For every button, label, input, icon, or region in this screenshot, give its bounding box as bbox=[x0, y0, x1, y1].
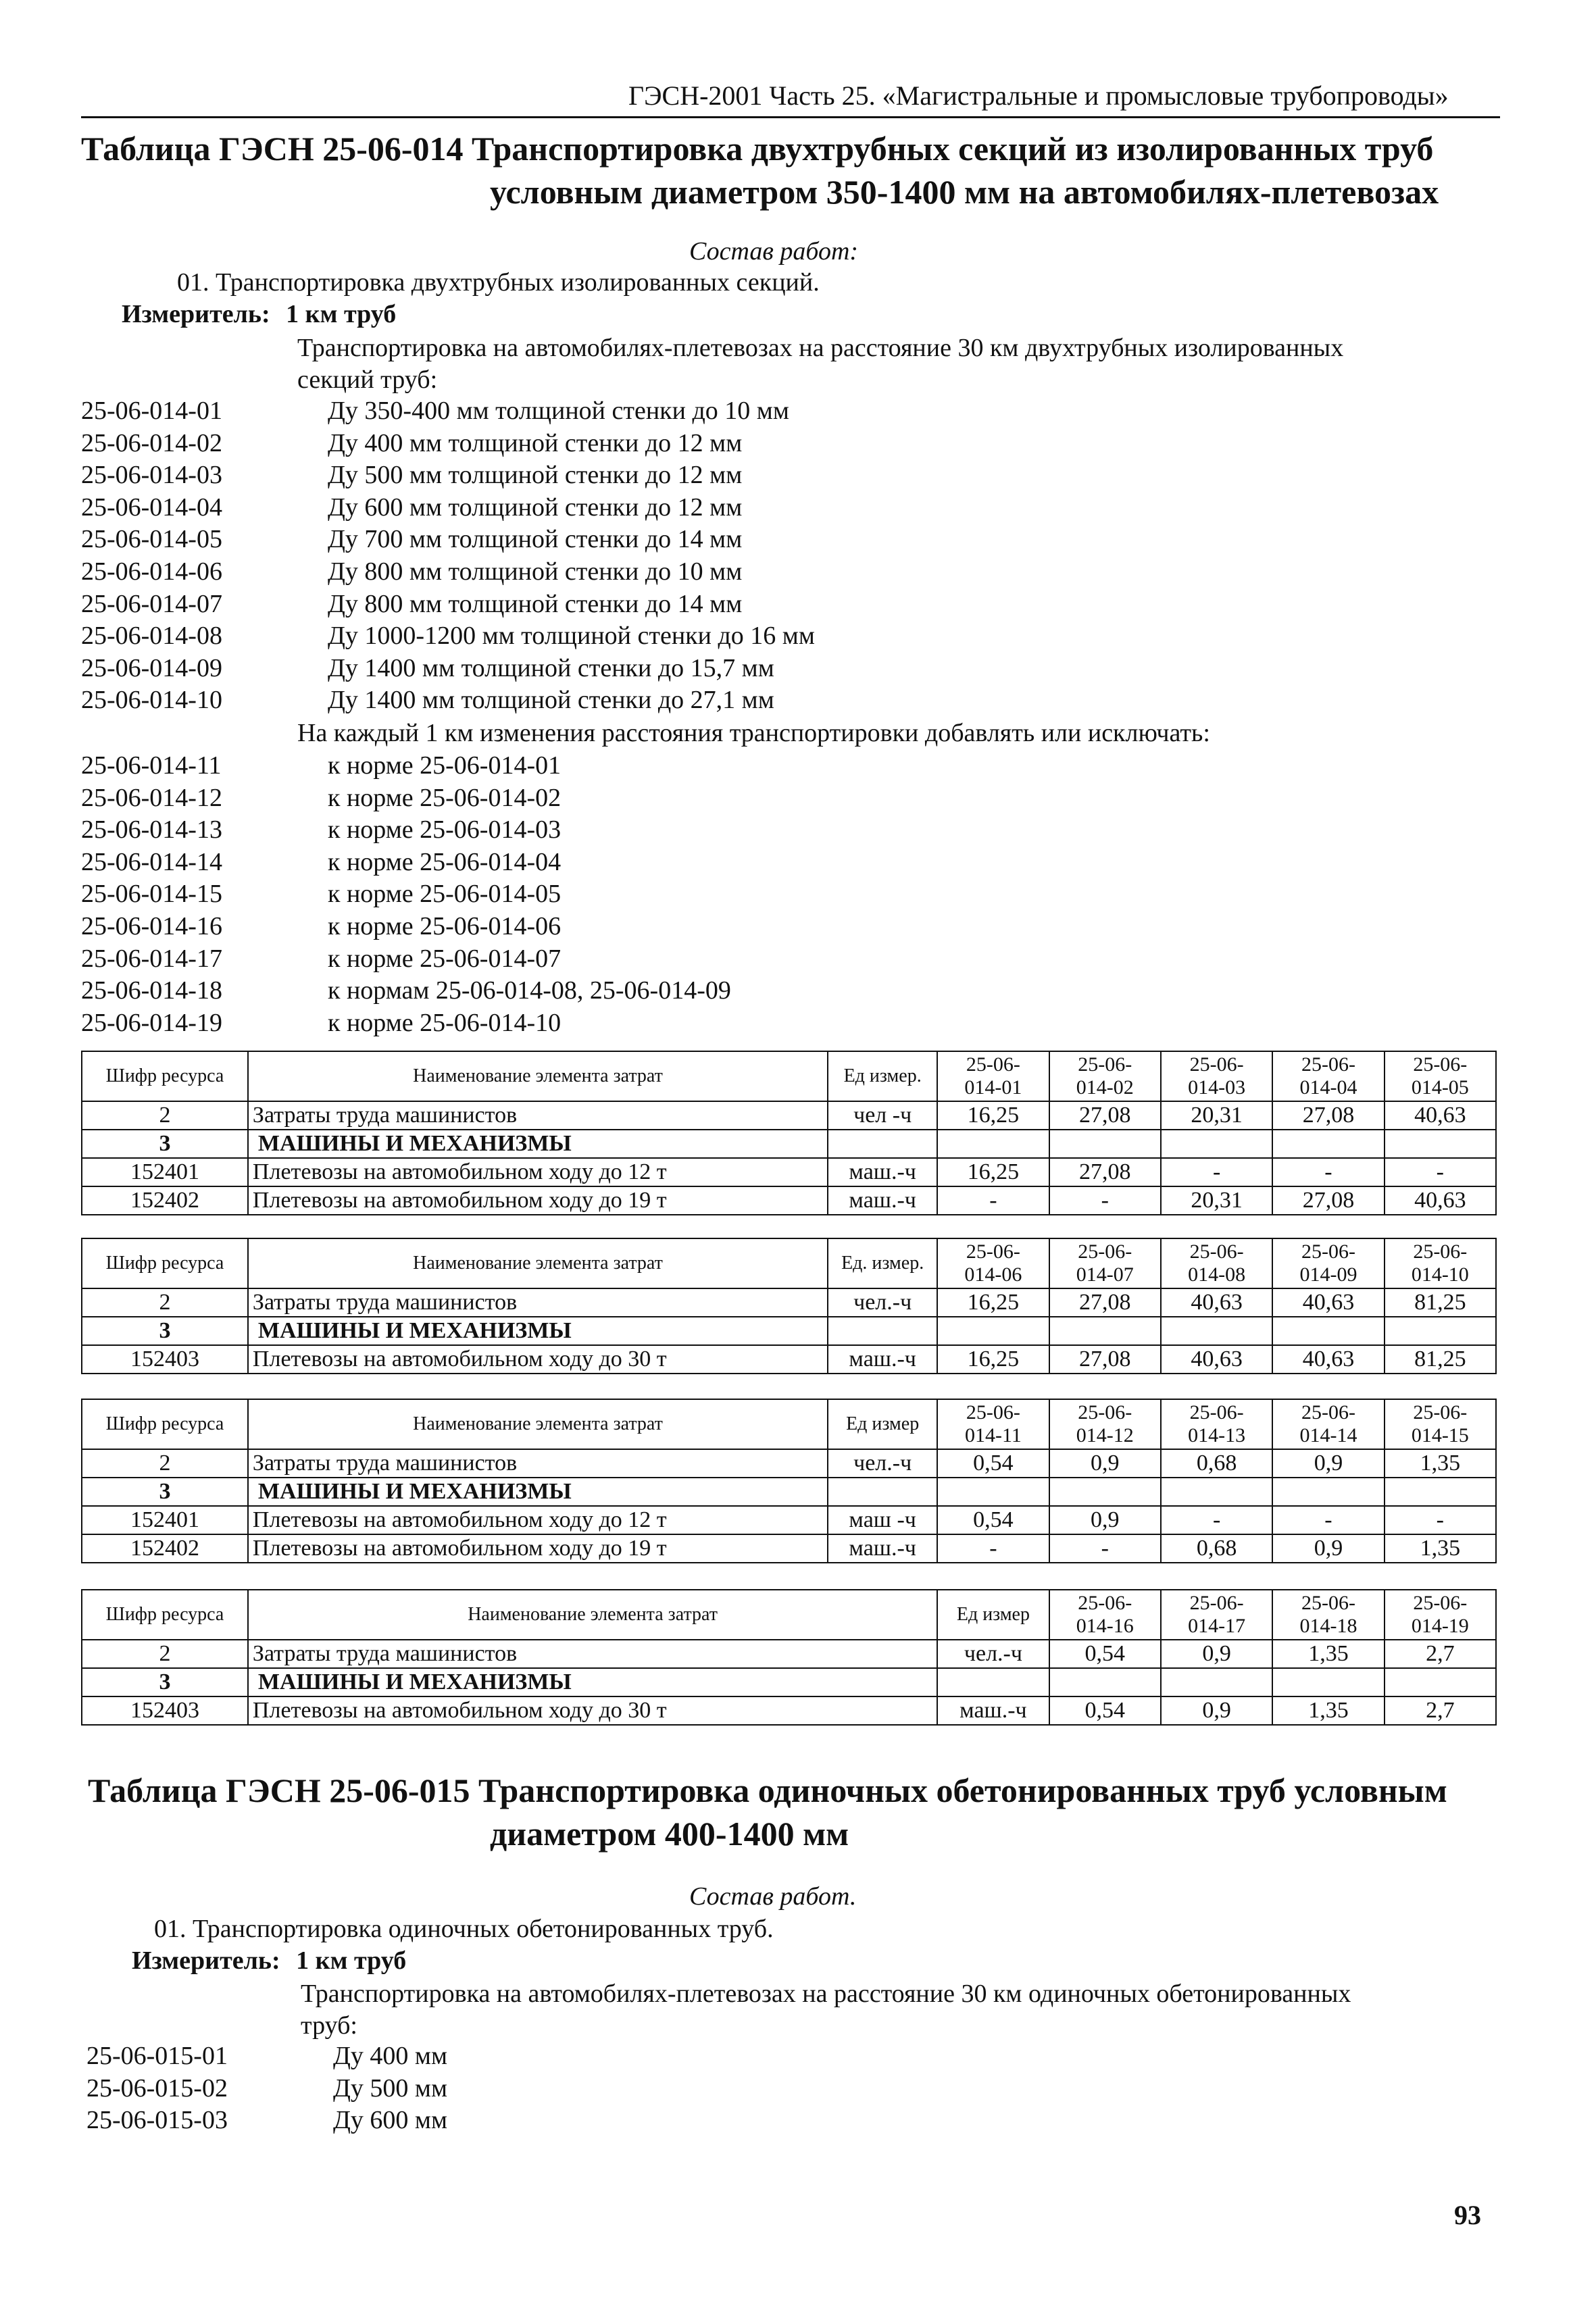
table-cell bbox=[828, 1317, 937, 1345]
code-list-014 bbox=[81, 395, 1500, 717]
cell-text: 25-06- bbox=[1189, 1401, 1244, 1424]
intro-015-line2: труб: bbox=[301, 2011, 357, 2040]
cell-text: 014-02 bbox=[1076, 1076, 1134, 1099]
table-cell bbox=[1049, 1130, 1161, 1158]
composition-label-014: Состав работ: bbox=[689, 237, 859, 266]
table-cell: 20,31 bbox=[1161, 1186, 1272, 1215]
list-item bbox=[81, 847, 1500, 879]
table-cell bbox=[1049, 1317, 1161, 1345]
cell-text: Ду 700 мм толщиной стенки до 14 мм bbox=[328, 525, 743, 554]
cell-text: Ду 1000-1200 мм толщиной стенки до 16 мм bbox=[328, 622, 815, 651]
cell-text: 25-06- bbox=[1413, 1053, 1468, 1076]
table-cell: 16,25 bbox=[937, 1158, 1049, 1186]
cell-text: 25-06-014-15 bbox=[81, 880, 222, 909]
col-header-norm bbox=[1272, 1051, 1384, 1101]
cell-text: 014-17 bbox=[1188, 1615, 1246, 1637]
cell-text: 014-12 bbox=[1076, 1424, 1134, 1447]
table-cell bbox=[1161, 1668, 1272, 1696]
running-header: ГЭСН-2001 Часть 25. «Магистральные и промысловые трубопроводы» bbox=[628, 80, 1449, 111]
table-cell: 40,63 bbox=[1161, 1288, 1272, 1317]
table-cell: - bbox=[1161, 1506, 1272, 1534]
table-cell: чел.-ч bbox=[828, 1449, 937, 1478]
cell-text: Ду 600 мм толщиной стенки до 12 мм bbox=[328, 493, 743, 522]
table-cell: 16,25 bbox=[937, 1101, 1049, 1130]
cell-text: 25-06- bbox=[1078, 1240, 1132, 1263]
table-cell: - bbox=[937, 1534, 1049, 1563]
table-cell bbox=[1385, 1590, 1496, 1640]
list-item bbox=[81, 1007, 1500, 1040]
table-cell: 152403 bbox=[82, 1696, 248, 1725]
cell-text: 25-06-015-03 bbox=[86, 2106, 228, 2135]
table-cell: Затраты труда машинистов bbox=[248, 1101, 828, 1130]
table-cell bbox=[1272, 1317, 1384, 1345]
table-cell: 152402 bbox=[82, 1186, 248, 1215]
table-cell: Ед. измер. bbox=[828, 1238, 937, 1288]
table-cell: - bbox=[1272, 1158, 1384, 1186]
table-cell bbox=[1272, 1590, 1384, 1640]
cell-text: 25-06-014-05 bbox=[81, 525, 222, 554]
cell-text: 014-07 bbox=[1076, 1263, 1134, 1286]
cell-text: 25-06-014-18 bbox=[81, 976, 222, 1005]
table-cell bbox=[1385, 1317, 1496, 1345]
table-cell bbox=[1161, 1130, 1272, 1158]
table-row bbox=[82, 1696, 1496, 1725]
table-014-title-line1: Таблица ГЭСН 25-06-014 Транспортировка двухтрубных секций из изолированных труб bbox=[81, 130, 1434, 168]
cell-text: Ду 800 мм толщиной стенки до 10 мм bbox=[328, 557, 743, 586]
table-cell: 27,08 bbox=[1049, 1101, 1161, 1130]
page-number: 93 bbox=[1454, 2200, 1481, 2230]
cell-text: 014-18 bbox=[1299, 1615, 1357, 1637]
table-cell bbox=[1385, 1478, 1496, 1506]
table-cell bbox=[1385, 1130, 1496, 1158]
table-cell: 0,9 bbox=[1272, 1534, 1384, 1563]
table-cell bbox=[828, 1130, 937, 1158]
table-cell: 0,54 bbox=[937, 1506, 1049, 1534]
cell-text: 25-06-014-07 bbox=[81, 589, 222, 618]
cell-text: Ду 600 мм bbox=[333, 2106, 448, 2135]
table-cell bbox=[937, 1130, 1049, 1158]
table-cell: маш.-ч bbox=[828, 1158, 937, 1186]
table-cell: 3 bbox=[82, 1317, 248, 1345]
table-cell: 27,08 bbox=[1049, 1288, 1161, 1317]
table-cell: 2 bbox=[82, 1288, 248, 1317]
cell-text: 014-03 bbox=[1188, 1076, 1246, 1099]
table-cell: 1,35 bbox=[1385, 1534, 1496, 1563]
cell-text: 014-09 bbox=[1299, 1263, 1357, 1286]
table-cell: 16,25 bbox=[937, 1345, 1049, 1374]
table-cell: 152403 bbox=[82, 1345, 248, 1374]
table-row bbox=[82, 1288, 1496, 1317]
table-cell: Плетевозы на автомобильном ходу до 19 т bbox=[248, 1186, 828, 1215]
table-cell bbox=[1272, 1668, 1384, 1696]
table-cell: Плетевозы на автомобильном ходу до 12 т bbox=[248, 1506, 828, 1534]
table-row bbox=[82, 1186, 1496, 1215]
table-cell: 3 bbox=[82, 1130, 248, 1158]
cell-text: 014-14 bbox=[1299, 1424, 1357, 1447]
cell-text: 25-06- bbox=[1301, 1401, 1355, 1424]
unit-value-014: 1 км труб bbox=[286, 300, 397, 328]
table-cell: 40,63 bbox=[1385, 1101, 1496, 1130]
cell-text: к норме 25-06-014-01 bbox=[328, 751, 562, 780]
cell-text: 25-06- bbox=[1301, 1592, 1355, 1614]
table-cell bbox=[1272, 1130, 1384, 1158]
code-list-015 bbox=[86, 2040, 1505, 2137]
table-cell: чел.-ч bbox=[828, 1288, 937, 1317]
table-cell: 27,08 bbox=[1272, 1186, 1384, 1215]
resource-table-1 bbox=[81, 1051, 1497, 1215]
table-cell: 27,08 bbox=[1049, 1345, 1161, 1374]
list-item bbox=[81, 911, 1500, 943]
table-cell: - bbox=[1272, 1506, 1384, 1534]
table-cell: Плетевозы на автомобильном ходу до 30 т bbox=[248, 1696, 937, 1725]
unit-value-015: 1 км труб bbox=[296, 1946, 407, 1975]
table-cell bbox=[937, 1317, 1049, 1345]
table-row bbox=[82, 1317, 1496, 1345]
col-header-norm bbox=[1049, 1051, 1161, 1101]
cell-text: 25-06-014-13 bbox=[81, 815, 222, 845]
table-cell: Затраты труда машинистов bbox=[248, 1449, 828, 1478]
cell-text: 25-06-014-17 bbox=[81, 944, 222, 973]
cell-text: Ду 800 мм толщиной стенки до 14 мм bbox=[328, 589, 743, 618]
cell-text: 014-11 bbox=[964, 1424, 1022, 1447]
table-cell: 20,31 bbox=[1161, 1101, 1272, 1130]
table-cell: 0,54 bbox=[937, 1449, 1049, 1478]
cell-text: к норме 25-06-014-10 bbox=[328, 1008, 562, 1037]
table-cell: 0,9 bbox=[1161, 1696, 1272, 1725]
col-header-unit: Ед измер. bbox=[828, 1051, 937, 1101]
table-cell bbox=[1272, 1478, 1384, 1506]
table-cell bbox=[937, 1478, 1049, 1506]
table-cell: - bbox=[1385, 1506, 1496, 1534]
table-cell: 152402 bbox=[82, 1534, 248, 1563]
cell-text: 25-06-014-04 bbox=[81, 493, 222, 522]
table-cell: 40,63 bbox=[1272, 1288, 1384, 1317]
cell-text: 25-06-014-14 bbox=[81, 847, 222, 876]
table-row bbox=[82, 1130, 1496, 1158]
cell-text: к норме 25-06-014-07 bbox=[328, 944, 562, 973]
list-item bbox=[81, 878, 1500, 911]
table-row bbox=[82, 1668, 1496, 1696]
table-cell: 0,9 bbox=[1049, 1506, 1161, 1534]
table-cell: Шифр ресурса bbox=[82, 1238, 248, 1288]
cell-text: 25-06- bbox=[1301, 1053, 1355, 1076]
list-item bbox=[86, 2105, 1505, 2137]
cell-text: 25-06- bbox=[1189, 1053, 1244, 1076]
cell-text: 014-05 bbox=[1411, 1076, 1469, 1099]
table-cell: маш.-ч bbox=[828, 1345, 937, 1374]
cell-text: к норме 25-06-014-04 bbox=[328, 847, 562, 876]
cell-text: 014-08 bbox=[1188, 1263, 1246, 1286]
cell-text: 25-06- bbox=[1189, 1592, 1244, 1614]
table-cell bbox=[1272, 1238, 1384, 1288]
table-row bbox=[82, 1449, 1496, 1478]
table-cell: Плетевозы на автомобильном ходу до 19 т bbox=[248, 1534, 828, 1563]
list-item bbox=[81, 653, 1500, 685]
cell-text: 014-16 bbox=[1076, 1615, 1134, 1637]
cell-text: Ду 400 мм bbox=[333, 2042, 448, 2070]
list-item bbox=[81, 975, 1500, 1007]
cell-text: 25-06-015-02 bbox=[86, 2073, 228, 2103]
add-note-014: На каждый 1 км изменения расстояния транспортировки добавлять или исключать: bbox=[297, 719, 1210, 747]
table-cell: - bbox=[937, 1186, 1049, 1215]
table-cell bbox=[1049, 1478, 1161, 1506]
cell-text: 014-10 bbox=[1411, 1263, 1469, 1286]
cell-text: 25-06- bbox=[1189, 1240, 1244, 1263]
table-cell: 1,35 bbox=[1272, 1696, 1384, 1725]
table-cell: Шифр ресурса bbox=[82, 1399, 248, 1449]
table-cell: маш.-ч bbox=[937, 1696, 1049, 1725]
cell-text: 014-19 bbox=[1411, 1615, 1469, 1637]
table-cell: МАШИНЫ И МЕХАНИЗМЫ bbox=[248, 1478, 828, 1506]
cell-text: к норме 25-06-014-03 bbox=[328, 815, 562, 845]
table-cell: 40,63 bbox=[1161, 1345, 1272, 1374]
table-cell bbox=[1161, 1590, 1272, 1640]
unit-label-014: Измеритель: bbox=[122, 300, 270, 328]
cell-text: к норме 25-06-014-06 bbox=[328, 911, 562, 940]
resource-table-4 bbox=[81, 1589, 1497, 1726]
table-cell bbox=[828, 1478, 937, 1506]
cell-text: 25-06- bbox=[966, 1053, 1020, 1076]
table-cell: чел.-ч bbox=[937, 1640, 1049, 1668]
table-cell: Затраты труда машинистов bbox=[248, 1288, 828, 1317]
table-cell: 3 bbox=[82, 1478, 248, 1506]
table-cell: - bbox=[1161, 1158, 1272, 1186]
table-cell: 27,08 bbox=[1049, 1158, 1161, 1186]
table-cell: 81,25 bbox=[1385, 1345, 1496, 1374]
cell-text: 25-06-014-12 bbox=[81, 783, 222, 812]
table-cell bbox=[1161, 1399, 1272, 1449]
cell-text: 25-06-014-09 bbox=[81, 653, 222, 682]
list-item bbox=[81, 814, 1500, 847]
cell-text: 25-06-014-03 bbox=[81, 461, 222, 490]
resource-table-3 bbox=[81, 1399, 1497, 1563]
table-cell: - bbox=[1049, 1186, 1161, 1215]
cell-text: к нормам 25-06-014-08, 25-06-014-09 bbox=[328, 976, 731, 1005]
list-item bbox=[81, 620, 1500, 653]
table-cell bbox=[1049, 1668, 1161, 1696]
list-item bbox=[81, 459, 1500, 492]
table-cell: 2 bbox=[82, 1640, 248, 1668]
table-cell: Плетевозы на автомобильном ходу до 30 т bbox=[248, 1345, 828, 1374]
list-item bbox=[81, 492, 1500, 524]
cell-text: 25-06-014-10 bbox=[81, 686, 222, 715]
table-015-title-line2: диаметром 400-1400 мм bbox=[490, 1815, 849, 1853]
table-cell bbox=[1049, 1238, 1161, 1288]
table-row bbox=[82, 1158, 1496, 1186]
cell-text: Ду 500 мм толщиной стенки до 12 мм bbox=[328, 461, 743, 490]
table-cell: 0,68 bbox=[1161, 1449, 1272, 1478]
list-item bbox=[81, 556, 1500, 588]
table-cell: МАШИНЫ И МЕХАНИЗМЫ bbox=[248, 1130, 828, 1158]
cell-text: 25-06- bbox=[1078, 1053, 1132, 1076]
cell-text: 25-06-014-02 bbox=[81, 428, 222, 457]
table-cell bbox=[1272, 1399, 1384, 1449]
cell-text: 25-06- bbox=[1413, 1401, 1468, 1424]
table-cell: 2,7 bbox=[1385, 1640, 1496, 1668]
cell-text: 014-06 bbox=[964, 1263, 1022, 1286]
table-cell: - bbox=[1049, 1534, 1161, 1563]
cell-text: 25-06- bbox=[1078, 1592, 1132, 1614]
table-cell: 40,63 bbox=[1272, 1345, 1384, 1374]
table-cell: 2 bbox=[82, 1449, 248, 1478]
table-cell bbox=[1385, 1399, 1496, 1449]
table-cell: маш -ч bbox=[828, 1506, 937, 1534]
table-cell: Ед измер bbox=[937, 1590, 1049, 1640]
cell-text: 25-06-014-08 bbox=[81, 622, 222, 651]
list-item bbox=[86, 2073, 1505, 2105]
list-item bbox=[86, 2040, 1505, 2073]
col-header-code: Шифр ресурса bbox=[82, 1051, 248, 1101]
table-cell: 0,68 bbox=[1161, 1534, 1272, 1563]
table-row bbox=[82, 1640, 1496, 1668]
table-cell: маш.-ч bbox=[828, 1534, 937, 1563]
cell-text: 25-06- bbox=[1301, 1240, 1355, 1263]
table-cell: Ед измер bbox=[828, 1399, 937, 1449]
table-cell: чел -ч bbox=[828, 1101, 937, 1130]
cell-text: 25-06-014-06 bbox=[81, 557, 222, 586]
cell-text: к норме 25-06-014-05 bbox=[328, 880, 562, 909]
table-cell: Плетевозы на автомобильном ходу до 12 т bbox=[248, 1158, 828, 1186]
work-item-014: 01. Транспортировка двухтрубных изолированных секций. bbox=[177, 268, 820, 297]
cell-text: 25-06-014-01 bbox=[81, 397, 222, 425]
cell-text: 25-06-015-01 bbox=[86, 2042, 228, 2070]
table-cell: 0,54 bbox=[1049, 1640, 1161, 1668]
col-header-norm bbox=[1385, 1051, 1496, 1101]
cell-text: 25-06-014-19 bbox=[81, 1008, 222, 1037]
table-cell bbox=[1161, 1478, 1272, 1506]
table-cell: 1,35 bbox=[1272, 1640, 1384, 1668]
list-item bbox=[81, 943, 1500, 976]
table-cell: 1,35 bbox=[1385, 1449, 1496, 1478]
work-item-015: 01. Транспортировка одиночных обетонированных труб. bbox=[154, 1915, 774, 1943]
cell-text: к норме 25-06-014-02 bbox=[328, 783, 562, 812]
cell-text: Ду 400 мм толщиной стенки до 12 мм bbox=[328, 428, 743, 457]
cell-text: 014-13 bbox=[1188, 1424, 1246, 1447]
table-cell: Наименование элемента затрат bbox=[248, 1238, 828, 1288]
table-cell: 81,25 bbox=[1385, 1288, 1496, 1317]
table-cell: 3 bbox=[82, 1668, 248, 1696]
col-header-norm bbox=[1161, 1051, 1272, 1101]
table-row bbox=[82, 1101, 1496, 1130]
cell-text: Ду 500 мм bbox=[333, 2073, 448, 2103]
table-cell: 27,08 bbox=[1272, 1101, 1384, 1130]
table-cell: 152401 bbox=[82, 1506, 248, 1534]
list-item bbox=[81, 588, 1500, 621]
table-cell: 2,7 bbox=[1385, 1696, 1496, 1725]
composition-label-015: Состав работ. bbox=[689, 1882, 857, 1911]
header-rule bbox=[81, 116, 1500, 118]
intro-014-line2: секций труб: bbox=[297, 366, 438, 394]
intro-014-line1: Транспортировка на автомобилях-плетевозах на расстояние 30 км двухтрубных изолированных bbox=[297, 334, 1344, 362]
list-item bbox=[81, 524, 1500, 556]
table-cell: маш.-ч bbox=[828, 1186, 937, 1215]
cell-text: 25-06- bbox=[1413, 1240, 1468, 1263]
cell-text: 014-15 bbox=[1411, 1424, 1469, 1447]
table-cell: - bbox=[1385, 1158, 1496, 1186]
cell-text: 25-06-014-11 bbox=[81, 751, 222, 780]
unit-label-015: Измеритель: bbox=[132, 1946, 280, 1975]
cell-text: 25-06- bbox=[966, 1401, 1020, 1424]
table-cell bbox=[1049, 1590, 1161, 1640]
cell-text: 25-06- bbox=[1078, 1401, 1132, 1424]
list-item bbox=[81, 782, 1500, 815]
cell-text: 25-06- bbox=[1413, 1592, 1468, 1614]
table-cell: Затраты труда машинистов bbox=[248, 1640, 937, 1668]
list-item bbox=[81, 750, 1500, 782]
code-list-014-add bbox=[81, 750, 1500, 1039]
intro-015-line1: Транспортировка на автомобилях-плетевозах на расстояние 30 км одиночных обетонированных bbox=[301, 1980, 1351, 2008]
table-cell: МАШИНЫ И МЕХАНИЗМЫ bbox=[248, 1668, 937, 1696]
table-cell bbox=[1385, 1668, 1496, 1696]
table-cell: Шифр ресурса bbox=[82, 1590, 248, 1640]
table-row bbox=[82, 1534, 1496, 1563]
table-cell: 0,9 bbox=[1161, 1640, 1272, 1668]
list-item bbox=[81, 428, 1500, 460]
table-cell: Наименование элемента затрат bbox=[248, 1590, 937, 1640]
table-cell: 0,9 bbox=[1272, 1449, 1384, 1478]
table-row bbox=[82, 1478, 1496, 1506]
table-row bbox=[82, 1506, 1496, 1534]
cell-text: Ду 1400 мм толщиной стенки до 27,1 мм bbox=[328, 686, 774, 715]
table-014-title-line2: условным диаметром 350-1400 мм на автомобилях-плетевозах bbox=[490, 173, 1439, 211]
cell-text: 25-06-014-16 bbox=[81, 911, 222, 940]
col-header-name: Наименование элемента затрат bbox=[248, 1051, 828, 1101]
cell-text: 25-06- bbox=[966, 1240, 1020, 1263]
list-item bbox=[81, 684, 1500, 717]
resource-table-2 bbox=[81, 1238, 1497, 1374]
table-cell: Наименование элемента затрат bbox=[248, 1399, 828, 1449]
table-cell bbox=[1161, 1317, 1272, 1345]
table-cell bbox=[1161, 1238, 1272, 1288]
list-item bbox=[81, 395, 1500, 428]
cell-text: 014-01 bbox=[964, 1076, 1022, 1099]
cell-text: Ду 1400 мм толщиной стенки до 15,7 мм bbox=[328, 653, 774, 682]
col-header-norm bbox=[937, 1051, 1049, 1101]
cell-text: 014-04 bbox=[1299, 1076, 1357, 1099]
table-cell: 0,54 bbox=[1049, 1696, 1161, 1725]
table-015-title-line1: Таблица ГЭСН 25-06-015 Транспортировка одиночных обетонированных труб условным bbox=[88, 1771, 1447, 1809]
table-cell: 152401 bbox=[82, 1158, 248, 1186]
table-cell bbox=[937, 1399, 1049, 1449]
table-cell bbox=[937, 1668, 1049, 1696]
table-cell bbox=[937, 1238, 1049, 1288]
table-cell bbox=[1385, 1238, 1496, 1288]
cell-text: Ду 350-400 мм толщиной стенки до 10 мм bbox=[328, 397, 789, 425]
table-cell: 16,25 bbox=[937, 1288, 1049, 1317]
table-cell: МАШИНЫ И МЕХАНИЗМЫ bbox=[248, 1317, 828, 1345]
table-cell: 2 bbox=[82, 1101, 248, 1130]
table-cell bbox=[1049, 1399, 1161, 1449]
table-cell: 40,63 bbox=[1385, 1186, 1496, 1215]
table-row bbox=[82, 1345, 1496, 1374]
table-cell: 0,9 bbox=[1049, 1449, 1161, 1478]
